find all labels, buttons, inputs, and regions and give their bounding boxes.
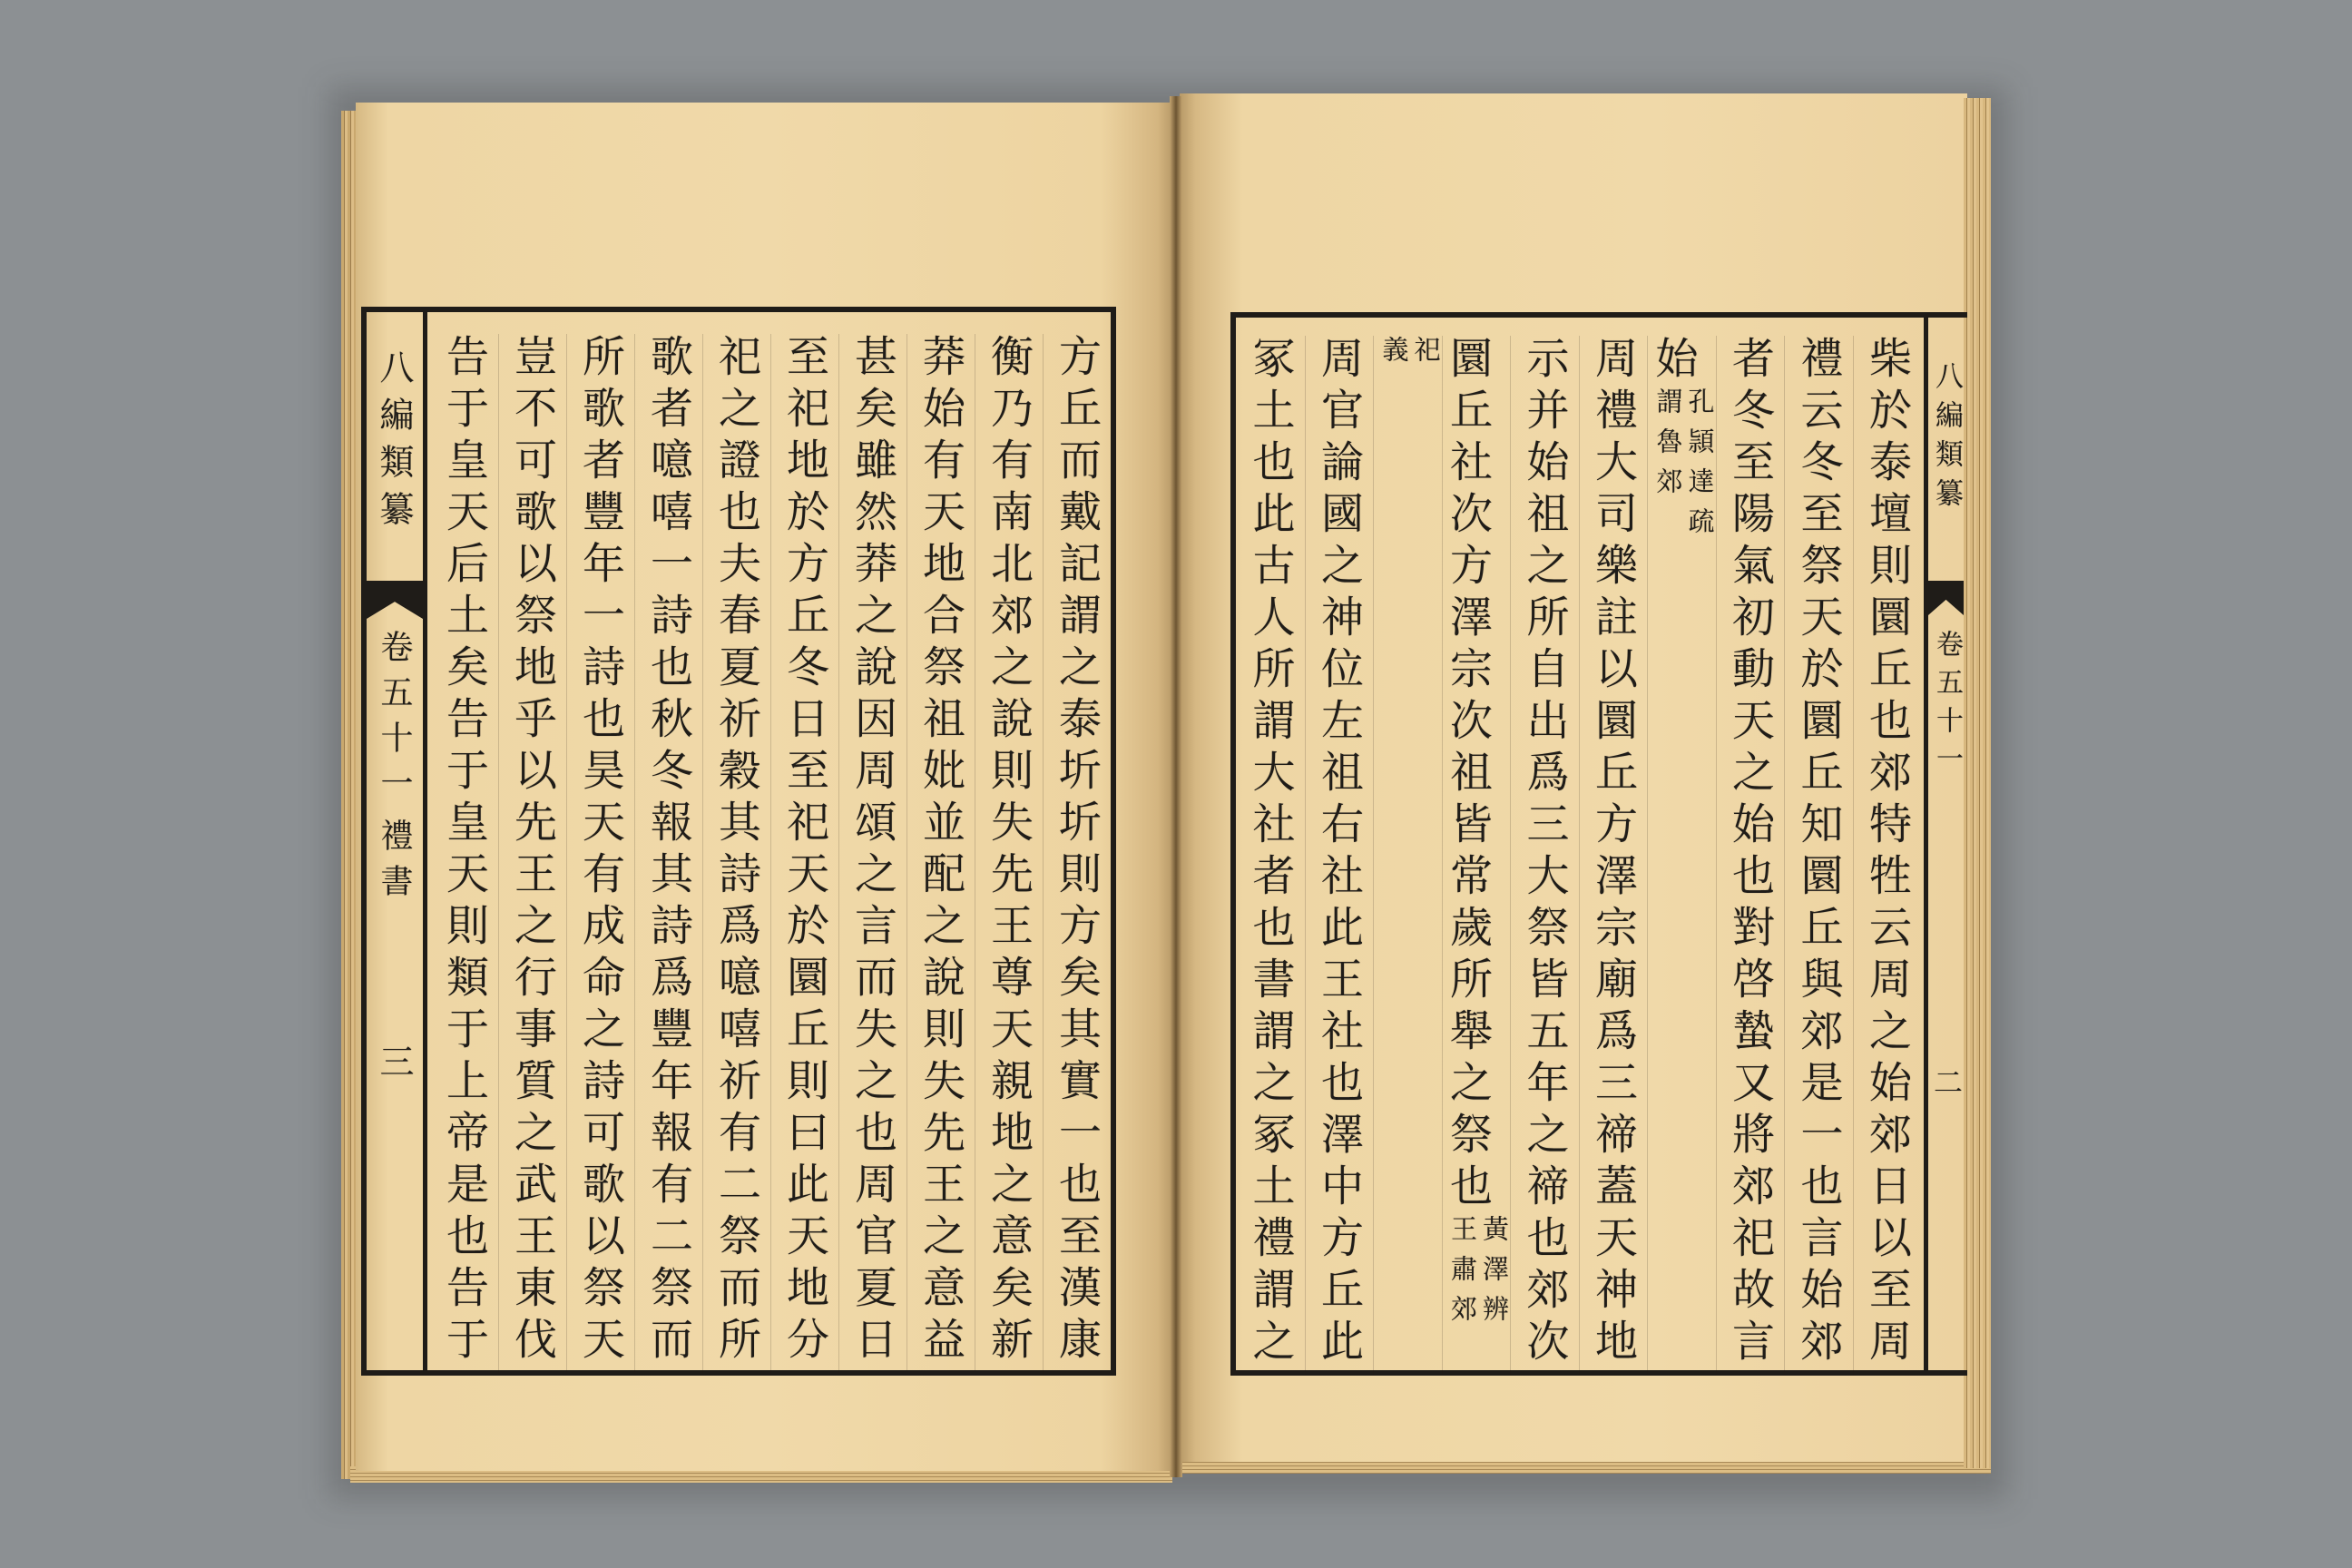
- column-text: 者冬至陽氣初動天之始也對啓蟄又將郊祀故言: [1725, 336, 1775, 1370]
- text-column: [1305, 336, 1374, 1376]
- banxin-book-title: 八編類纂: [1930, 361, 1963, 517]
- text-column: 所歌者豐年一詩也昊天有成命之詩可歌以祭天: [566, 334, 634, 1374]
- text-column: [1784, 336, 1853, 1376]
- text-column: 方丘而戴記謂之泰圻圻則方矣其實一也至漢康: [1043, 334, 1111, 1374]
- text-column: [1442, 336, 1511, 1376]
- text-column: 至祀地於方丘冬日至祀天於圜丘則曰此天地分: [770, 334, 838, 1374]
- annotation-left-line: 義: [1378, 336, 1410, 376]
- annotation-right-line: 祀: [1410, 336, 1442, 376]
- left-banxin-divider: [423, 307, 427, 1376]
- text-column: [1236, 336, 1305, 1376]
- text-column: 豈不可歌以祭地乎以先王之行事質之武王東伐: [498, 334, 566, 1374]
- column-text: 圜丘社次方澤宗次祖皆常歲所舉之祭也: [1443, 336, 1493, 1215]
- text-column: 甚矣雖然莽之說因周頌之言而失之也周官夏日: [838, 334, 906, 1374]
- right-page-text-block: [1236, 336, 1921, 1376]
- text-column: [1510, 336, 1579, 1376]
- text-column: [1716, 336, 1785, 1376]
- text-column: [1373, 336, 1442, 1376]
- inline-annotation: [1652, 387, 1716, 547]
- banxin-section: 禮書: [376, 818, 413, 909]
- column-text: 禮云冬至祭天於圜丘知圜丘與郊是一也言始郊: [1793, 336, 1844, 1370]
- banxin-volume: 卷五十一: [1931, 630, 1963, 782]
- column-text: 冢土也此古人所謂大社者也書謂之冢土禮謂之: [1245, 336, 1296, 1370]
- column-text: 周禮大司樂註以圜丘方澤宗廟爲三禘蓋天神地: [1588, 336, 1638, 1370]
- text-column: 歌者噫嘻一詩也秋冬報其詩爲豐年報有二祭而: [634, 334, 702, 1374]
- text-column: 告于皇天后土矣告于皇天則類于上帝是也告于: [439, 334, 489, 1368]
- text-column: [1647, 336, 1716, 1376]
- column-text: 始: [1648, 336, 1699, 387]
- banxin-leaf-number: 二: [1929, 1067, 1964, 1096]
- banxin-book-title: 八編類纂: [374, 349, 414, 538]
- column-text: 示并始祖之所自出爲三大祭皆五年之禘也郊次: [1519, 336, 1570, 1370]
- book-spine: [1170, 96, 1182, 1477]
- text-column: [1579, 336, 1648, 1376]
- text-column: 莽始有天地合祭祖妣並配之說則失先王之意益: [906, 334, 975, 1374]
- right-page-stack-edge: [1964, 98, 1991, 1468]
- text-column: 祀之證也夫春夏祈穀其詩爲噫嘻祈有二祭而所: [702, 334, 770, 1374]
- annotation-left-line: 王肅郊: [1447, 1215, 1478, 1335]
- annotation-right-line: 黃澤辨: [1479, 1215, 1510, 1335]
- annotation-right-line: 孔頴達疏: [1684, 387, 1716, 547]
- inline-annotation: [1378, 336, 1442, 376]
- column-text: 柴於泰壇則圜丘也郊特牲云周之始郊日以至周: [1862, 336, 1912, 1370]
- text-column: [1853, 336, 1922, 1376]
- left-page-text-block: [430, 334, 1111, 1374]
- banxin-leaf-number: 三: [374, 1044, 414, 1078]
- text-column: 衡乃有南北郊之說則失先王尊天親地之意矣新: [975, 334, 1043, 1374]
- inline-annotation: [1446, 1215, 1510, 1335]
- banxin-volume: 卷五十一: [376, 630, 413, 811]
- column-text: 周官論國之神位左祖右社此王社也澤中方丘此: [1314, 336, 1364, 1370]
- annotation-left-line: 謂魯郊: [1652, 387, 1684, 507]
